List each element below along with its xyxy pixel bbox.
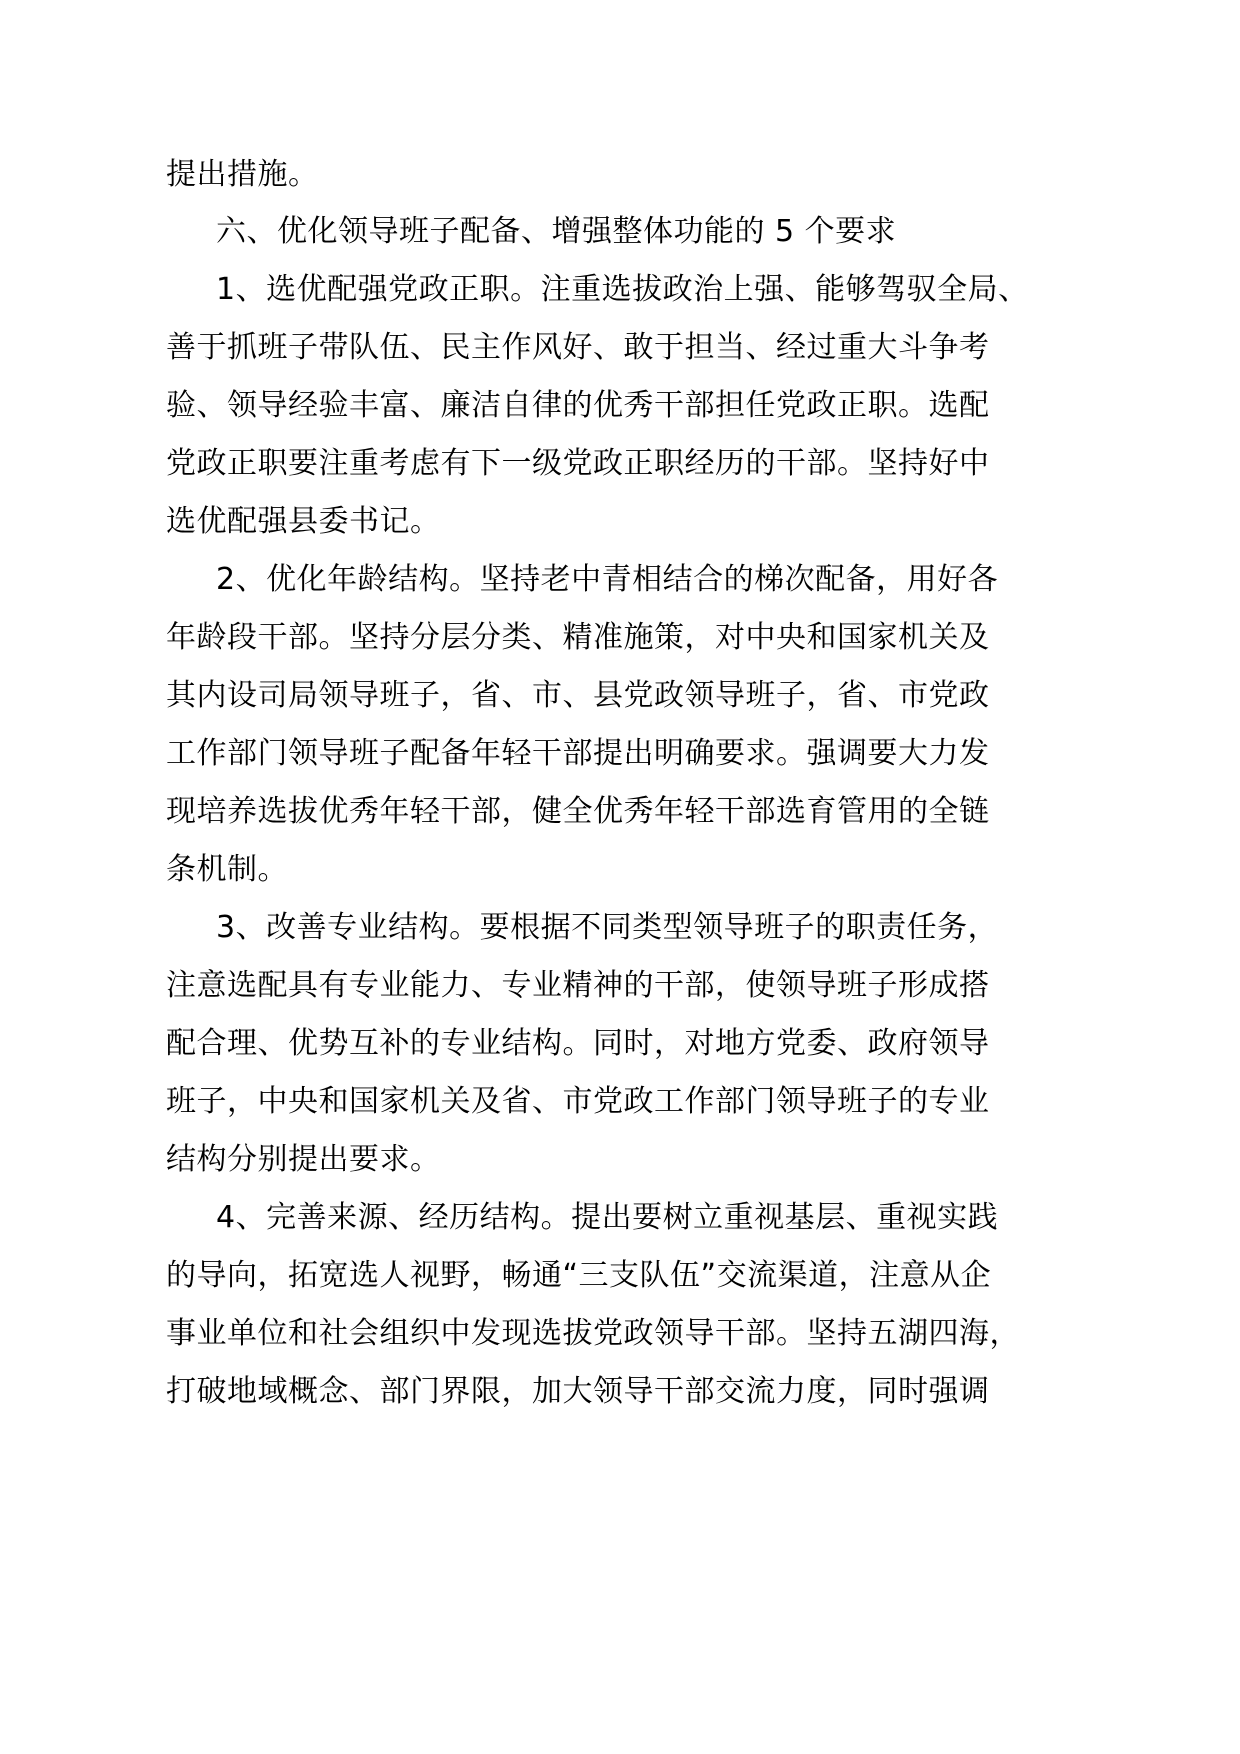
- text-line-1: 提出措施。: [166, 157, 319, 192]
- text-line-8: 2、优化年龄结构。坚持老中青相结合的梯次配备，用好各: [216, 562, 999, 597]
- text-line-12: 现培养选拔优秀年轻干部，健全优秀年轻干部选育管用的全链: [166, 794, 990, 829]
- text-line-3: 1、选优配强党政正职。注重选拔政治上强、能够驾驭全局、: [216, 272, 1029, 307]
- text-line-22: 打破地域概念、部门界限，加大领导干部交流力度，同时强调: [166, 1374, 990, 1409]
- text-line-19: 4、完善来源、经历结构。提出要树立重视基层、重视实践: [216, 1200, 999, 1235]
- text-line-20: 的导向，拓宽选人视野，畅通“三支队伍”交流渠道，注意从企: [166, 1258, 992, 1293]
- text-line-13: 条机制。: [166, 852, 288, 887]
- text-line-15: 注意选配具有专业能力、专业精神的干部，使领导班子形成搭: [166, 968, 990, 1003]
- text-line-9: 年龄段干部。坚持分层分类、精准施策，对中央和国家机关及: [166, 620, 990, 655]
- text-line-10: 其内设司局领导班子，省、市、县党政领导班子，省、市党政: [166, 678, 990, 713]
- text-line-11: 工作部门领导班子配备年轻干部提出明确要求。强调要大力发: [166, 736, 990, 771]
- text-line-14: 3、改善专业结构。要根据不同类型领导班子的职责任务，: [216, 910, 999, 945]
- section-heading-6: 六、优化领导班子配备、增强整体功能的 5 个要求: [216, 214, 897, 249]
- text-line-5: 验、领导经验丰富、廉洁自律的优秀干部担任党政正职。选配: [166, 388, 990, 423]
- text-line-17: 班子，中央和国家机关及省、市党政工作部门领导班子的专业: [166, 1084, 990, 1119]
- text-line-21: 事业单位和社会组织中发现选拔党政领导干部。坚持五湖四海，: [166, 1316, 1020, 1351]
- text-line-16: 配合理、优势互补的专业结构。同时，对地方党委、政府领导: [166, 1026, 990, 1061]
- text-line-18: 结构分别提出要求。: [166, 1142, 441, 1177]
- text-line-4: 善于抓班子带队伍、民主作风好、敢于担当、经过重大斗争考: [166, 330, 990, 365]
- text-line-7: 选优配强县委书记。: [166, 504, 441, 539]
- text-line-6: 党政正职要注重考虑有下一级党政正职经历的干部。坚持好中: [166, 446, 990, 481]
